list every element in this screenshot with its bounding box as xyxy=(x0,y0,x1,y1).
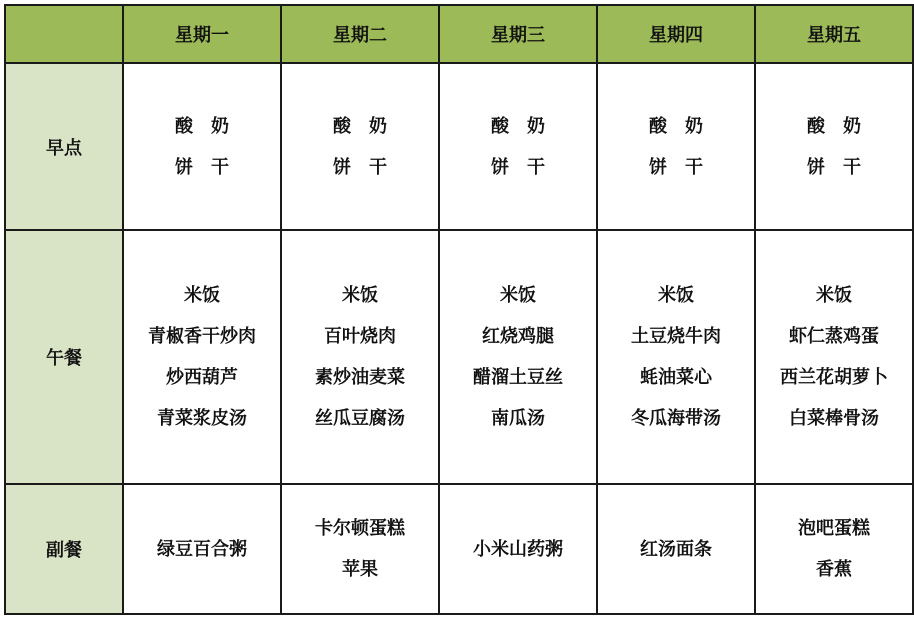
dish: 米饭 xyxy=(658,285,694,306)
dish: 土豆烧牛肉 xyxy=(631,326,721,347)
breakfast-thu xyxy=(597,63,755,230)
breakfast-mon xyxy=(123,63,281,230)
day-header-fri: 星期五 xyxy=(755,5,913,63)
meal-label-breakfast: 早点 xyxy=(5,63,123,230)
dish: 西兰花胡萝卜 xyxy=(780,367,888,388)
dish: 南瓜汤 xyxy=(491,408,545,429)
dish: 炒西葫芦 xyxy=(166,367,238,388)
dish: 饼 干 xyxy=(333,156,387,178)
dish: 酸 奶 xyxy=(175,115,229,137)
dish: 米饭 xyxy=(500,285,536,306)
header-row xyxy=(5,5,913,63)
dish: 卡尔顿蛋糕 xyxy=(315,518,405,539)
dish: 冬瓜海带汤 xyxy=(631,408,721,429)
weekly-menu-table xyxy=(4,4,914,615)
dish: 小米山药粥 xyxy=(473,538,563,560)
dish: 酸 奶 xyxy=(333,115,387,137)
dish: 红汤面条 xyxy=(640,538,712,560)
dish: 酸 奶 xyxy=(649,115,703,137)
side-thu xyxy=(597,484,755,614)
dish: 酸 奶 xyxy=(807,115,861,137)
meal-label-side: 副餐 xyxy=(5,484,123,614)
side-meal-row xyxy=(5,484,913,614)
dish: 白菜棒骨汤 xyxy=(789,408,879,429)
dish: 米饭 xyxy=(816,285,852,306)
dish: 饼 干 xyxy=(649,156,703,178)
dish: 虾仁蒸鸡蛋 xyxy=(789,326,879,347)
dish: 泡吧蛋糕 xyxy=(798,518,870,539)
dish: 青椒香干炒肉 xyxy=(148,326,256,347)
day-header-tue: 星期二 xyxy=(281,5,439,63)
lunch-wed xyxy=(439,230,597,484)
dish: 青菜浆皮汤 xyxy=(157,408,247,429)
dish: 米饭 xyxy=(184,285,220,306)
dish: 苹果 xyxy=(342,559,378,580)
dish: 绿豆百合粥 xyxy=(157,538,247,560)
dish: 饼 干 xyxy=(175,156,229,178)
corner-cell xyxy=(5,5,123,63)
lunch-thu xyxy=(597,230,755,484)
dish: 饼 干 xyxy=(807,156,861,178)
lunch-mon xyxy=(123,230,281,484)
side-fri xyxy=(755,484,913,614)
lunch-fri xyxy=(755,230,913,484)
dish: 丝瓜豆腐汤 xyxy=(315,408,405,429)
breakfast-wed xyxy=(439,63,597,230)
dish: 醋溜土豆丝 xyxy=(473,367,563,388)
breakfast-row xyxy=(5,63,913,230)
side-mon xyxy=(123,484,281,614)
dish: 红烧鸡腿 xyxy=(482,326,554,347)
dish: 饼 干 xyxy=(491,156,545,178)
day-header-thu: 星期四 xyxy=(597,5,755,63)
meal-label-lunch: 午餐 xyxy=(5,230,123,484)
dish: 素炒油麦菜 xyxy=(315,367,405,388)
lunch-row xyxy=(5,230,913,484)
dish: 酸 奶 xyxy=(491,115,545,137)
dish: 米饭 xyxy=(342,285,378,306)
dish: 香蕉 xyxy=(816,559,852,580)
day-header-mon: 星期一 xyxy=(123,5,281,63)
side-tue xyxy=(281,484,439,614)
side-wed xyxy=(439,484,597,614)
breakfast-fri xyxy=(755,63,913,230)
breakfast-tue xyxy=(281,63,439,230)
day-header-wed: 星期三 xyxy=(439,5,597,63)
dish: 百叶烧肉 xyxy=(324,326,396,347)
dish: 蚝油菜心 xyxy=(640,367,712,388)
lunch-tue xyxy=(281,230,439,484)
